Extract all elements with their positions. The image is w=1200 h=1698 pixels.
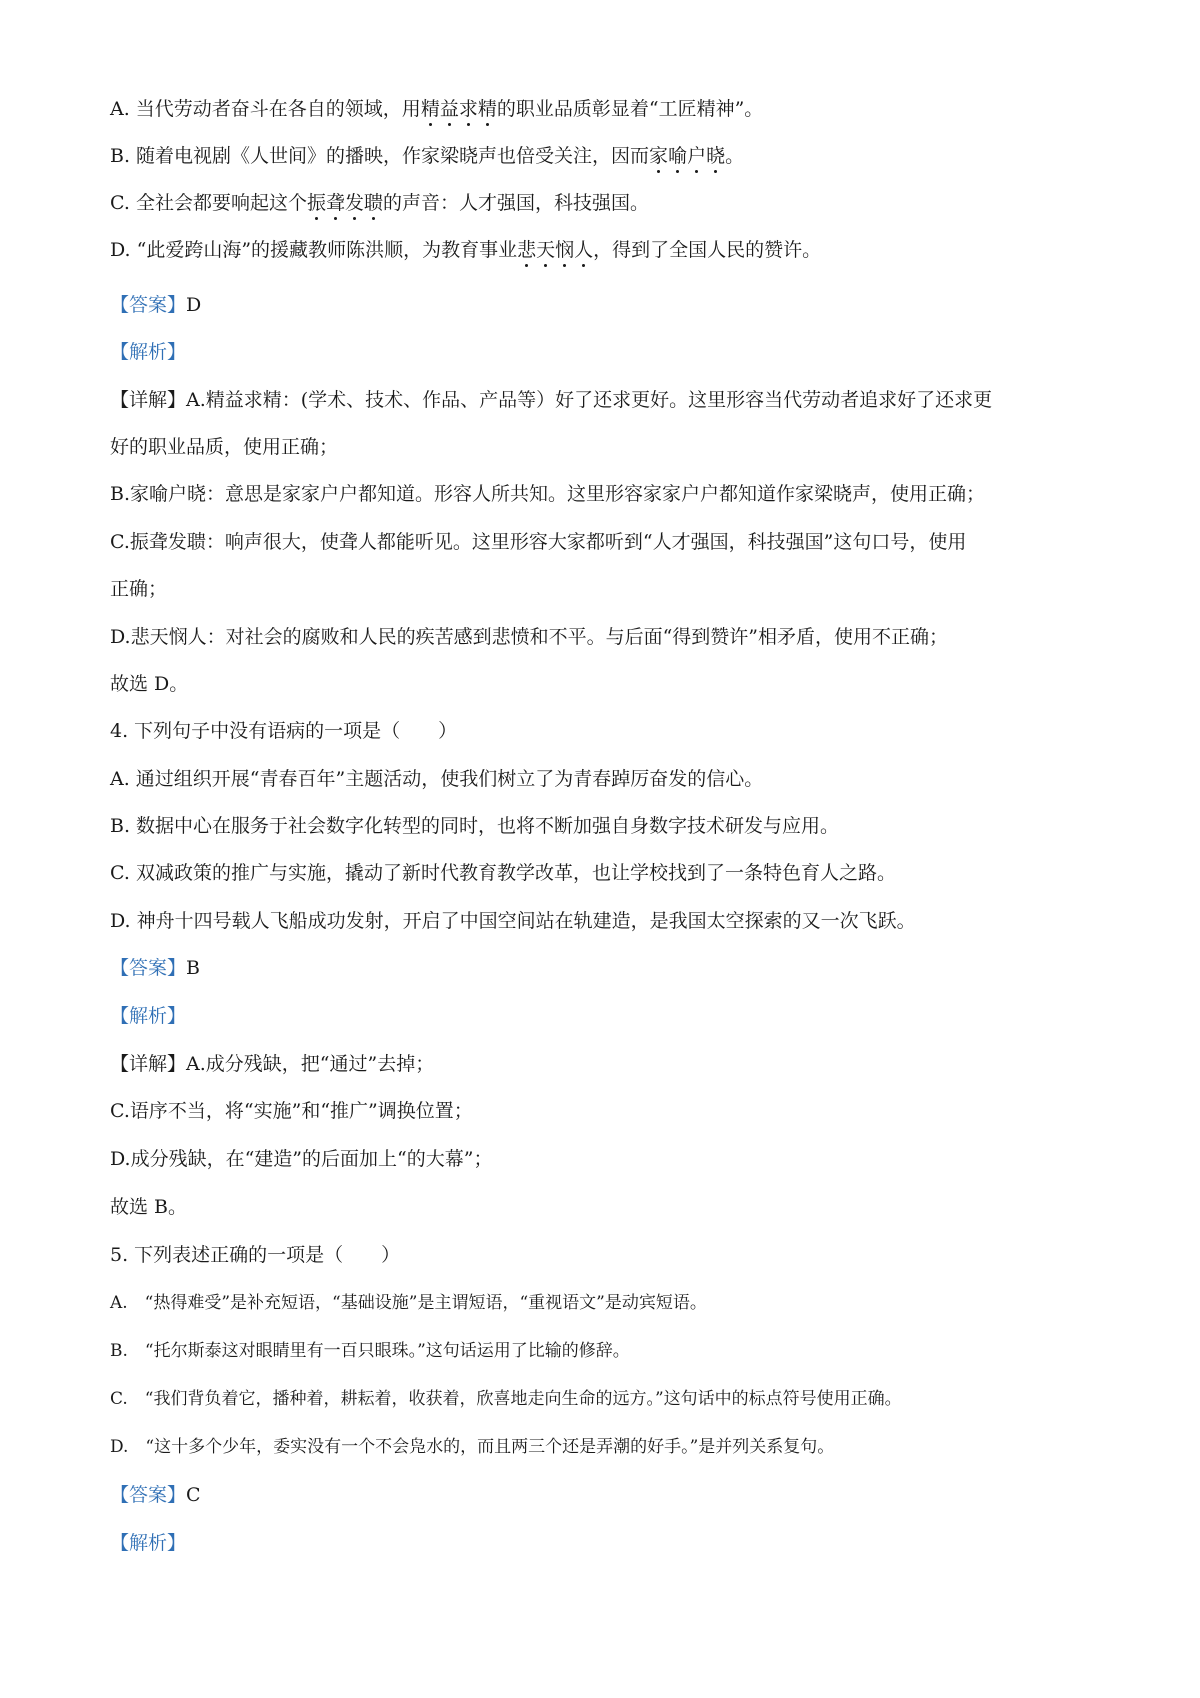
emphasis-dot-char: 精 xyxy=(477,98,497,120)
emphasis-dot-char: 户 xyxy=(687,145,707,167)
q4-detail-3: D.成分残缺，在“建造”的后面加上“的大幕”； xyxy=(110,1148,493,1170)
q4-detail-2: C.语序不当，将“实施”和“推广”调换位置； xyxy=(110,1100,473,1122)
dotted-idiom xyxy=(517,239,593,261)
option-text: D. “此爱跨山海”的援藏教师陈洪顺，为教育事业 xyxy=(110,239,518,261)
q3-conclusion: 故选 D。 xyxy=(110,673,189,695)
option-text: 。 xyxy=(725,145,745,167)
q5-analysis-tag xyxy=(110,1528,1110,1558)
q3-detail-2: 好的职业品质，使用正确； xyxy=(110,436,339,458)
q5-option-a: A. “热得难受”是补充短语，“基础设施”是主谓短语，“重视语文”是动宾短语。 xyxy=(110,1293,707,1313)
option-text: A. 当代劳动者奋斗在各自的领域，用 xyxy=(110,98,421,120)
q4-option-a: A. 通过组织开展“青春百年”主题活动，使我们树立了为青春踔厉奋发的信心。 xyxy=(110,768,764,790)
emphasis-dot-char: 人 xyxy=(574,239,594,261)
analysis-tag: 【解析】 xyxy=(110,1532,187,1554)
dotted-idiom xyxy=(307,192,383,214)
q3-detail-3: B.家喻户晓：意思是家家户户都知道。形容人所共知。这里形容家家户户都知道作家梁晓声，使用正确； xyxy=(110,483,986,505)
option-text: 的声音：人才强国，科技强国。 xyxy=(383,192,650,214)
option-text: B. 随着电视剧《人世间》的播映，作家梁晓声也倍受关注，因而 xyxy=(110,145,650,167)
emphasis-dot-char: 振 xyxy=(306,192,326,214)
q5-option-b: B. “托尔斯泰这对眼睛里有一百只眼珠。”这句话运用了比输的修辞。 xyxy=(110,1341,630,1361)
option-text: ，得到了全国人民的赞许。 xyxy=(593,239,822,261)
answer-value: D xyxy=(186,294,202,316)
emphasis-dot-char: 晓 xyxy=(706,145,726,167)
q5-option-c: C. “我们背负着它，播种着，耕耘着，收获着，欣喜地走向生命的远方。”这句话中的标点符号使用正确。 xyxy=(110,1389,902,1409)
answer-value: C xyxy=(186,1484,201,1506)
q4-conclusion: 故选 B。 xyxy=(110,1196,188,1218)
answer-tag: 【答案】 xyxy=(110,294,187,316)
q4-analysis-tag xyxy=(110,1001,1110,1031)
option-text: 的职业品质彰显着“工匠精神”。 xyxy=(496,98,764,120)
q5-answer xyxy=(110,1480,1110,1510)
q3-answer xyxy=(110,290,1110,320)
q3-analysis-tag xyxy=(110,337,1110,367)
emphasis-dot-char: 聋 xyxy=(325,192,345,214)
q4-option-c: C. 双减政策的推广与实施，撬动了新时代教育教学改革，也让学校找到了一条特色育人之路。 xyxy=(110,862,896,884)
emphasis-dot-char: 悲 xyxy=(517,239,537,261)
q3-option-a xyxy=(110,94,1110,124)
q3-detail-4: C.振聋发聩：响声很大，使聋人都能听见。这里形容大家都听到“人才强国，科技强国”这句口号，使用 xyxy=(110,531,967,553)
emphasis-dot-char: 悯 xyxy=(555,239,575,261)
answer-tag: 【答案】 xyxy=(110,1484,187,1506)
answer-value: B xyxy=(186,957,200,979)
q3-option-c xyxy=(110,188,1110,218)
emphasis-dot-char: 求 xyxy=(458,98,478,120)
q3-detail-1: 【详解】A.精益求精：(学术、技术、作品、产品等）好了还求更好。这里形容当代劳动者追求好了还求更 xyxy=(110,389,993,411)
dotted-idiom xyxy=(421,98,497,120)
option-text: C. 全社会都要响起这个 xyxy=(110,192,307,214)
analysis-tag: 【解析】 xyxy=(110,1005,187,1027)
q4-answer xyxy=(110,953,1110,983)
q4-detail-1: 【详解】A.成分残缺，把“通过”去掉； xyxy=(110,1053,435,1075)
q3-detail-5: 正确； xyxy=(110,578,168,600)
q5-question: 5. 下列表述正确的一项是（ ） xyxy=(110,1244,401,1266)
emphasis-dot-char: 家 xyxy=(649,145,669,167)
dotted-idiom xyxy=(649,145,725,167)
q3-option-b xyxy=(110,141,1110,171)
q3-option-d xyxy=(110,235,1110,265)
emphasis-dot-char: 聩 xyxy=(364,192,384,214)
answer-tag: 【答案】 xyxy=(110,957,187,979)
q3-detail-6: D.悲天悯人：对社会的腐败和人民的疾苦感到悲愤和不平。与后面“得到赞许”相矛盾，使用不正确； xyxy=(110,626,949,648)
emphasis-dot-char: 益 xyxy=(439,98,459,120)
q4-question: 4. 下列句子中没有语病的一项是（ ） xyxy=(110,720,458,742)
emphasis-dot-char: 喻 xyxy=(668,145,688,167)
q4-option-b: B. 数据中心在服务于社会数字化转型的同时，也将不断加强自身数字技术研发与应用。 xyxy=(110,815,840,837)
q4-option-d: D. 神舟十四号载人飞船成功发射，开启了中国空间站在轨建造，是我国太空探索的又一次飞跃。 xyxy=(110,910,916,932)
analysis-tag: 【解析】 xyxy=(110,341,187,363)
emphasis-dot-char: 发 xyxy=(344,192,364,214)
emphasis-dot-char: 精 xyxy=(420,98,440,120)
emphasis-dot-char: 天 xyxy=(536,239,556,261)
q5-option-d: D. “这十多个少年，委实没有一个不会凫水的，而且两三个还是弄潮的好手。”是并列关系复句。 xyxy=(110,1437,835,1457)
